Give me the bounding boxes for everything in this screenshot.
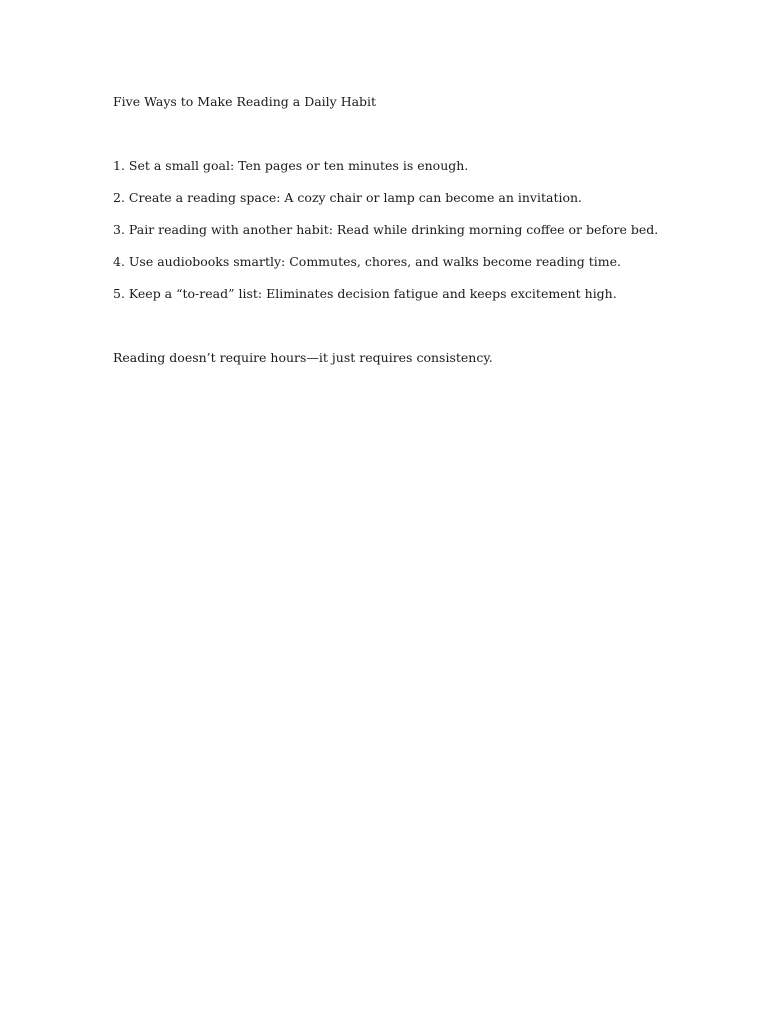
closing-statement: Reading doesn’t require hours—it just requires consistency.	[113, 350, 493, 365]
list-item: 3. Pair reading with another habit: Read while drinking morning coffee or before bed.	[113, 222, 659, 237]
list-item: 1. Set a small goal: Ten pages or ten minutes is enough.	[113, 158, 469, 173]
list-item: 5. Keep a “to-read” list: Eliminates decision fatigue and keeps excitement high.	[113, 286, 617, 301]
document-title: Five Ways to Make Reading a Daily Habit	[113, 94, 377, 109]
list-item: 2. Create a reading space: A cozy chair or lamp can become an invitation.	[113, 190, 583, 205]
list-item: 4. Use audiobooks smartly: Commutes, chores, and walks become reading time.	[113, 254, 622, 269]
